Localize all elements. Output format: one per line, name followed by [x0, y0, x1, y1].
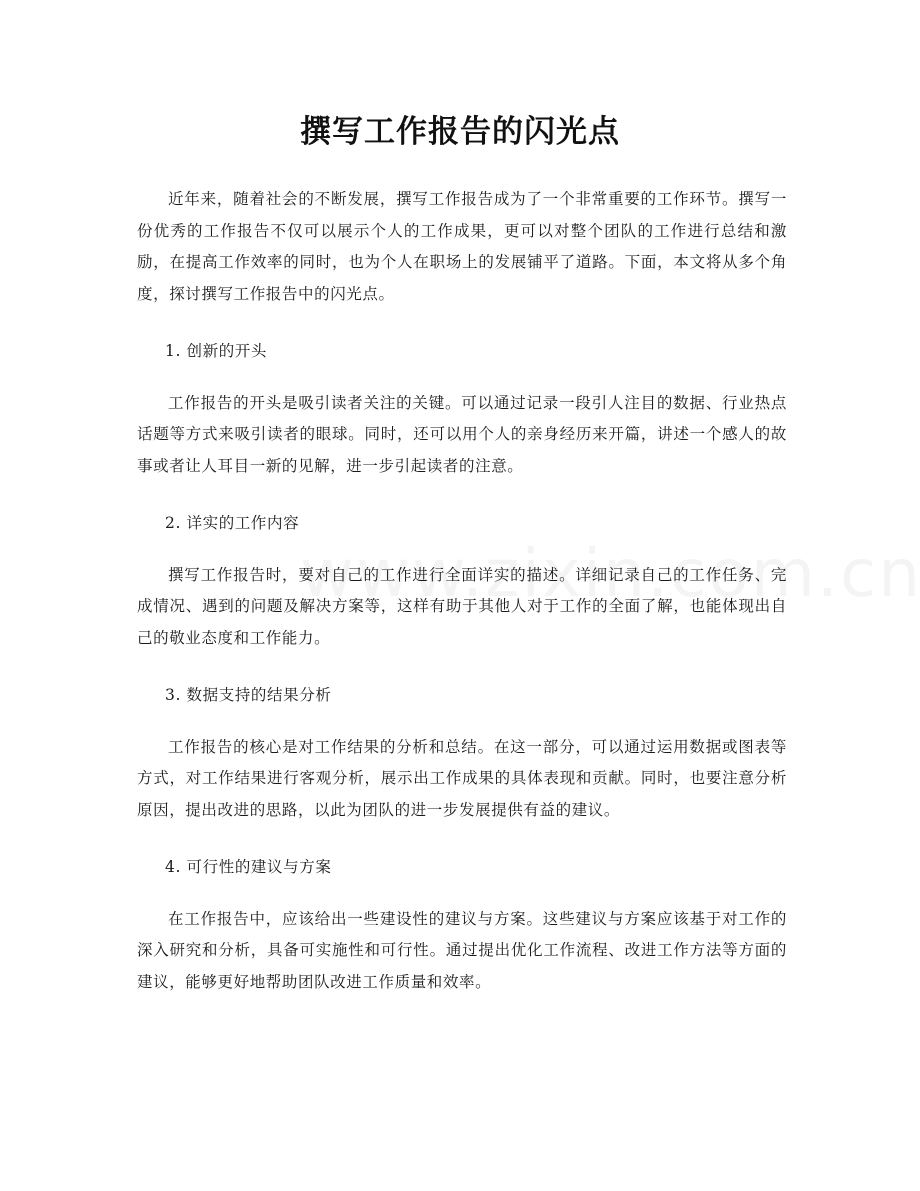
- intro-paragraph: 近年来，随着社会的不断发展，撰写工作报告成为了一个非常重要的工作环节。撰写一份优秀的工作报告不仅可以展示个人的工作成果，更可以对整个团队的工作进行总结和激励，在提高工作效率的同时，也为个人在职场上的发展铺平了道路。下面，本文将从多个角度，探讨撰写工作报告中的闪光点。: [137, 190, 787, 303]
- section-body-2: 撰写工作报告时，要对自己的工作进行全面详实的描述。详细记录自己的工作任务、完成情况、遇到的问题及解决方案等，这样有助于其他人对于工作的全面了解，也能体现出自己的敬业态度和工作能力。: [137, 565, 787, 647]
- section-heading-3: 3. 数据支持的结果分析: [165, 686, 332, 704]
- section-heading-4: 4. 可行性的建议与方案: [165, 858, 332, 876]
- page-title: 撰写工作报告的闪光点: [300, 114, 620, 150]
- section-body-4: 在工作报告中，应该给出一些建设性的建议与方案。这些建议与方案应该基于对工作的深入研究和分析，具备可实施性和可行性。通过提出优化工作流程、改进工作方法等方面的建议，能够更好地帮助团队改进工作质量和效率。: [137, 909, 787, 991]
- document-body: [137, 184, 787, 998]
- section-body-1: 工作报告的开头是吸引读者关注的关键。可以通过记录一段引人注目的数据、行业热点话题等方式来吸引读者的眼球。同时，还可以用个人的亲身经历来开篇，讲述一个感人的故事或者让人耳目一新的见解，进一步引起读者的注意。: [137, 393, 787, 475]
- section-heading-2: 2. 详实的工作内容: [165, 514, 300, 532]
- section-body-3: 工作报告的核心是对工作结果的分析和总结。在这一部分，可以通过运用数据或图表等方式，对工作结果进行客观分析，展示出工作成果的具体表现和贡献。同时，也要注意分析原因，提出改进的思路，以此为团队的进一步发展提供有益的建议。: [137, 737, 787, 819]
- section-heading-1: 1. 创新的开头: [165, 342, 268, 360]
